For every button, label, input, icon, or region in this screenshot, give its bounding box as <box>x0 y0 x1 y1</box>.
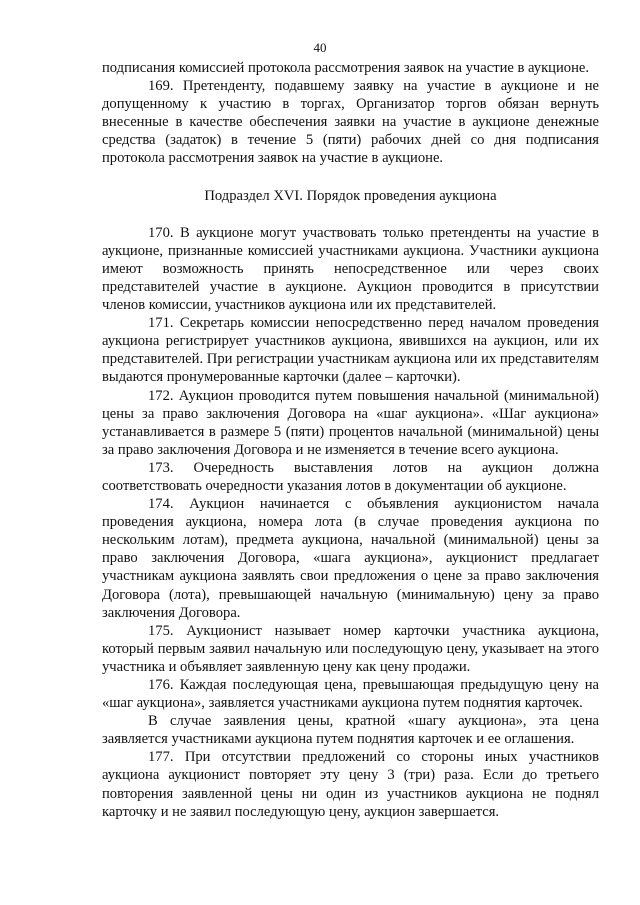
paragraph-176-continued: В случае заявления цены, кратной «шагу аукциона», эта цена заявляется участниками аукциона путем поднятия карточек и ее оглашения. <box>102 713 599 748</box>
paragraph-175: 175. Аукционист называет номер карточки участника аукциона, который первым заявил начальную или последующую цену, указывает на этого участника и объявляет заявленную цену как цену продажи. <box>102 622 599 675</box>
paragraph-169: 169. Претенденту, подавшему заявку на участие в аукционе и не допущенному к участию в торгах, Организатор торгов обязан вернуть внесенные в качестве обеспечения заявки на участие в аукционе денежные средства (задаток) в течение 5 (пяти) рабочих дней со дня подписания протокола рассмотрения заявок на участие в аукционе. <box>102 78 599 167</box>
paragraph-174: 174. Аукцион начинается с объявления аукционистом начала проведения аукциона, номера лота (в случае проведения аукциона по нескольким лотам), предмета аукциона, начальной (минимальной) цены за право заключения Договора, «шага аукциона», аукционист предлагает участникам аукциона заявлять свои предложения о цене за право заключения Договора (лота), превышающей начальную (минимальную) цену за право заключения Договора. <box>102 496 599 621</box>
section-heading: Подраздел XVI. Порядок проведения аукциона <box>204 187 497 204</box>
paragraph-173: 173. Очередность выставления лотов на аукцион должна соответствовать очередности указания лотов в документации об аукционе. <box>102 459 599 494</box>
document-body <box>102 59 599 821</box>
paragraph-170: 170. В аукционе могут участвовать только претенденты на участие в аукционе, признанные комиссией участниками аукциона. Участники аукциона имеют возможность принять непосредственное или через своих представителей участие в аукционе. Аукцион проводится в присутствии членов комиссии, участников аукциона или их представителей. <box>102 224 599 314</box>
paragraph-continuation: подписания комиссией протокола рассмотрения заявок на участие в аукционе. <box>102 60 590 76</box>
paragraph-176: 176. Каждая последующая цена, превышающая предыдущую цену на «шаг аукциона», заявляется участниками аукциона путем поднятия карточек. <box>102 677 599 712</box>
page-number: 40 <box>313 40 327 55</box>
paragraph-172: 172. Аукцион проводится путем повышения начальной (минимальной) цены за право заключения Договора на «шаг аукциона». «Шаг аукциона» устанавливается в размере 5 (пяти) процентов начальной (минимальной) цены за право заключения Договора и не изменяется в течение всего аукциона. <box>102 387 599 458</box>
paragraph-177: 177. При отсутствии предложений со стороны иных участников аукциона аукционист повторяет эту цену 3 (три) раза. Если до третьего повторения заявленной цены ни один из участников аукциона не поднял карточку и не заявил последующую цену, аукцион завершается. <box>102 749 599 820</box>
paragraph-171: 171. Секретарь комиссии непосредственно перед началом проведения аукциона регистрирует участников аукциона, явившихся на аукцион, или их представителей. При регистрации участникам аукциона или их представителям выдаются пронумерованные карточки (далее – карточки). <box>102 315 599 386</box>
